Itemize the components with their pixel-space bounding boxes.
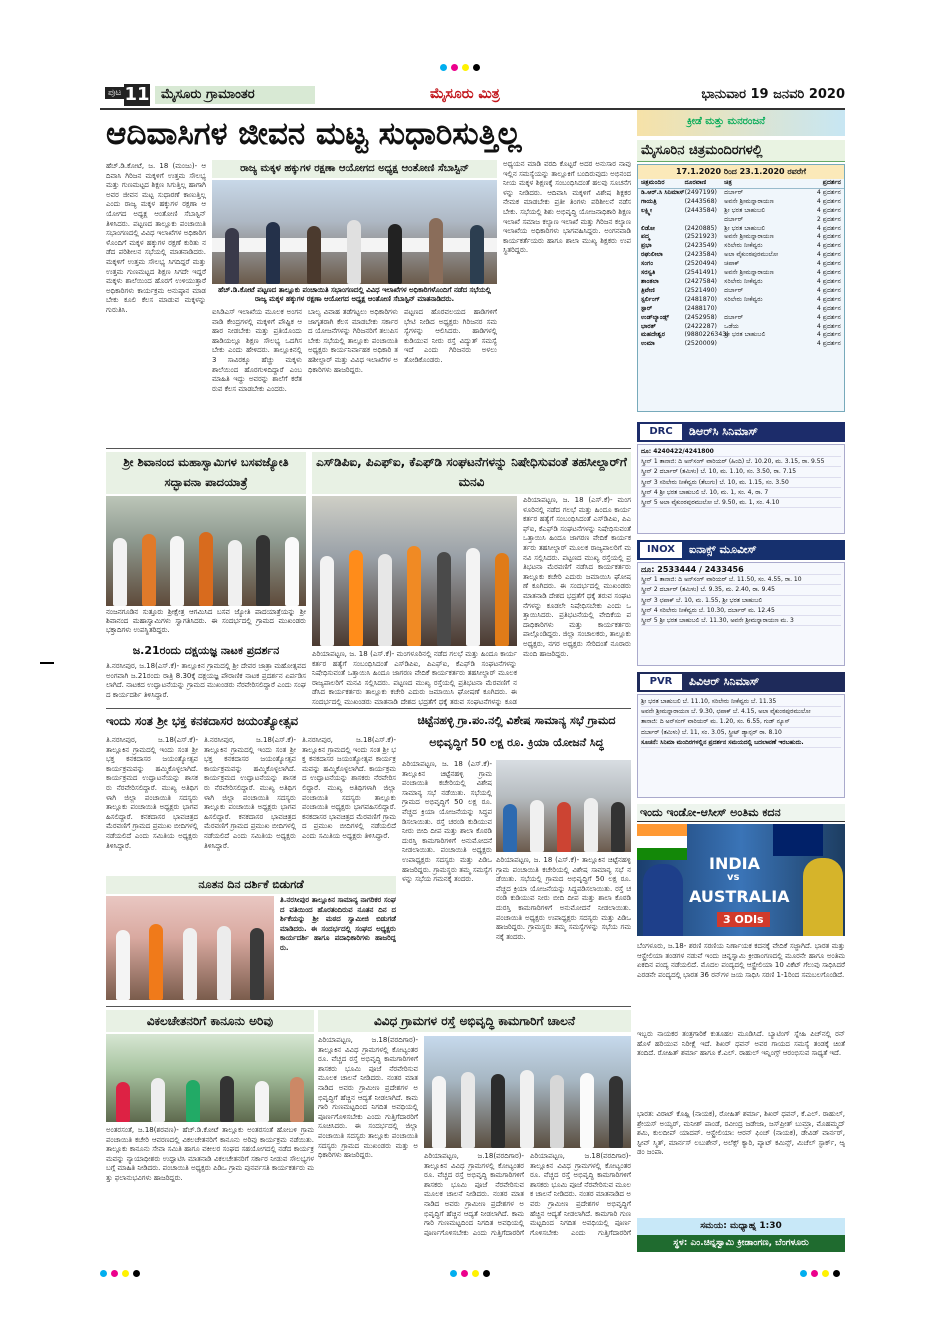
theatre-film: ಅವನೇ ಶ್ರೀಮನ್ನಾರಾಯಣ [724,233,774,241]
kanaka-body-col3: ತಿ.ನರಸೀಪುರ, ಜ.18(ಎಸ್.ಕೆ)- ತಾಲ್ಲೂಕಿನ ಗ್ರಾಮದಲ್ಲಿ ಇಂದು ಸಂತ ಶ್ರೀ ಭಕ್ತ ಕನಕದಾಸರ ಜಯಂತ್ಯೋತ್ಸವ ಕಾರ್ಯಕ್ರಮವನ್ನು ಹಮ್ಮಿಕೊಳ್ಳಲಾಗಿದೆ. ಕಾರ್ಯಕ್ರಮದ ಉದ್ಘಾಟನೆಯನ್ನು ಶಾಸಕರು ನೆರವೇರಿಸಲಿದ್ದಾರೆ. ಮುಖ್ಯ ಅತಿಥಿಗಳಾಗಿ ಜಿಲ್ಲಾ ಪಂಚಾಯಿತಿ ಸದಸ್ಯರು ತಾಲ್ಲೂಕು ಪಂಚಾಯಿತಿ ಅಧ್ಯಕ್ಷರು ಭಾಗವಹಿಸಲಿದ್ದಾರೆ. ಕನಕದಾಸರ ಭಾವಚಿತ್ರದ ಮೆರವಣಿಗೆ ಗ್ರಾಮದ ಪ್ರಮುಖ ಬೀದಿಗಳಲ್ಲಿ ನಡೆಯಲಿದೆ ಎಂದು ಸಮಿತಿಯ ಅಧ್ಯಕ್ಷರು ತಿಳಿಸಿದ್ದಾರೆ. [302,736,396,840]
lead-body-col1: ಹೆಚ್.ಡಿ.ಕೋಟೆ, ಜ. 18 (ಮಂಜು)- ಆದಿವಾಸಿ ಗಿರಿಜನ ಮಕ್ಕಳಿಗೆ ಉತ್ತಮ ಸೌಲಭ್ಯ ಮತ್ತು ಗುಣಮಟ್ಟದ ಶಿಕ್ಷಣ ಸಿಗುತ್ತಿಲ್ಲ ಹಾಗಾಗಿ ಅವರ ಜೀವನ ಮಟ್ಟ ಸುಧಾರಣೆ ಕಾಣುತ್ತಿಲ್ಲ ಎಂದು ರಾಜ್ಯ ಮಕ್ಕಳ ಹಕ್ಕುಗಳ ರಕ್ಷಣಾ ಆಯೋಗದ ಅಧ್ಯಕ್ಷ ಆಂತೋಣಿ ಸೆಬಾಸ್ಟಿನ್ ತಿಳಿಸಿದರು. ಪಟ್ಟಣದ ತಾಲ್ಲೂಕು ಪಂಚಾಯಿತಿ ಸಭಾಂಗಣದಲ್ಲಿ ವಿವಿಧ ಇಲಾಖೆಗಳ ಅಧಿಕಾರಿಗಳೊಂದಿಗೆ ಮಕ್ಕಳ ಹಕ್ಕುಗಳ ರಕ್ಷಣೆ ಕುರಿತು ನಡೆದ ಪರಿಶೀಲನ ಸಭೆಯಲ್ಲಿ ಮಾತನಾಡಿದರು. ಮಕ್ಕಳಿಗೆ ಉತ್ತಮ ಸೌಲಭ್ಯ ಸಿಗದಿದ್ದರೆ ಮತ್ತು ಉತ್ತಮ ಗುಣಮಟ್ಟದ ಶಿಕ್ಷಣ ಸಿಗದೇ ಇದ್ದರೆ ಮಕ್ಕಳು ಶಾಲೆಯಿಂದ ಹೊರಗೆ ಉಳಿಯುತ್ತಾರೆ ಅಧಿಕಾರಿಗಳು ಕಾರ್ಯಕ್ರಮ ಅನುಷ್ಠಾನ ಮಾಡಬೇಕು ಕೂಲಿ ಕೆಲಸ ಮಾಡುವ ಮಕ್ಕಳನ್ನು ಗುರುತಿಸಿ. [106,162,206,314]
theatre-row [638,269,844,278]
theatre-row [638,278,844,287]
sport-banner [637,110,845,136]
swami-photo [106,496,306,606]
cricket-body-2: ಇಬ್ಬರು ನಾಯಕರ ತಂತ್ರಗಾರಿಕೆ ಕುತೂಹಲ ಮೂಡಿಸಿದೆ. ಬ್ಯಾಟಿಂಗ್ ಸ್ನೇಹಿ ಪಿಚ್‌ನಲ್ಲಿ ರನ್ ಹೊಳೆ ಹರಿಯುವ ನಿರೀಕ್ಷೆ ಇದೆ. ಶಿಖರ್ ಧವನ್ ಅವರ ಗಾಯದ ಸಮಸ್ಯೆ ತಂಡಕ್ಕೆ ಚಿಂತೆ ತಂದಿದೆ. ರೋಹಿತ್ ಶರ್ಮಾ ಹಾಗೂ ಕೆ.ಎಲ್. ರಾಹುಲ್ ಇನ್ನಿಂಗ್ಸ್ ಆರಂಭಿಸುವ ಸಾಧ್ಯತೆ ಇದೆ. [637,1030,845,1058]
theatre-phone: (2521923) [684,233,717,241]
drc-screens [637,444,845,534]
theatre-row [638,287,844,296]
lead-photo [212,180,497,284]
drama-body: ತಿ.ನರಸೀಪುರ, ಜ.18(ಎಸ್.ಕೆ)- ತಾಲ್ಲೂಕಿನ ಗ್ರಾಮದಲ್ಲಿ ಶ್ರೀ ದೇವರ ಜಾತ್ರಾ ಮಹೋತ್ಸವದ ಅಂಗವಾಗಿ ಜ.21ರಂದು ರಾತ್ರಿ 8.30ಕ್ಕೆ ದಕ್ಷಯಜ್ಞ ಪೌರಾಣಿಕ ನಾಟಕ ಪ್ರದರ್ಶನ ಏರ್ಪಡಿಸಲಾಗಿದೆ. ನಾಟಕದ ಉದ್ಘಾಟನೆಯನ್ನು ಗ್ರಾಮದ ಮುಖಂಡರು ನೆರವೇರಿಸಲಿದ್ದಾರೆ ಎಂದು ಸಂಘದ ಕಾರ್ಯದರ್ಶಿ ತಿಳಿಸಿದ್ದಾರೆ. [106,662,306,699]
cricket-team-a: INDIA [709,854,760,873]
inox-screen-line: ಸ್ಕ್ರೀನ್ 3 ಛಪಾಕ್ ಬೆ. 10, ಮ. 1.55, ಶ್ರೀ ಭರತ ಬಾಹುಬಲಿ [641,596,841,606]
theatre-name: ಸರಸ್ವತಿ [641,269,656,277]
page-number: 11 [124,84,150,105]
theatre-table [637,164,845,412]
theatre-name: ಪ್ರಭಾ [641,242,652,250]
theatre-shows: 4 ಪ್ರದರ್ಶನ [816,233,841,241]
theatre-row [638,340,844,349]
theatre-film: ಶ್ರೀ ಭರತ ಬಾಹುಬಲಿ [724,331,766,339]
theatre-row [638,189,844,198]
theatre-name: ಸಂಗಂ [641,260,654,268]
theatre-film: ಶ್ರೀ ಭರತ ಬಾಹುಬಲಿ [724,224,766,232]
roads-photo [424,1036,631,1148]
theatre-film: ಒಡೆಯ [724,322,739,330]
theatre-shows: 4 ಪ್ರದರ್ಶನ [816,188,841,196]
theatre-row [638,314,844,323]
swami-caption: ನಂಜನಗೂಡಿನ ಸುತ್ತೂರು ಶ್ರೀಕ್ಷೇತ್ರ ಆಗಮಿಸಿದ ಬಸವ ಜ್ಯೋತಿ ಪಾದಯಾತ್ರೆಯನ್ನು ಶ್ರೀ ಶಿವಾನಂದ ಮಹಾಸ್ವಾಮಿಗಳು ಸ್ವಾಗತಿಸಿದರು. ಈ ಸಂದರ್ಭದಲ್ಲಿ ಗ್ರಾಮದ ಮುಖಂಡರು ಭಕ್ತಾದಿಗಳು ಉಪಸ್ಥಿತರಿದ್ದರು. [106,608,306,634]
date-range: 17.1.2020 ರಿಂದ 23.1.2020 ರವರೆಗೆ [638,165,844,179]
cricket-series-badge: 3 ODIs [717,912,770,927]
player-left-icon [643,864,683,936]
drc-name: ಡಿಆರ್‌ಸಿ ಸಿನಿಮಾಸ್ [689,425,758,438]
pvr-screen-line: ದರ್ಬಾರ್ (ತಮಿಳು) ಬೆ. 11, ಸಂ. 3.05, ಸ್ಟ್ರೀಟ್ ಡ್ಯಾನ್ಸರ್ ರಾ. 8.10 [641,728,841,738]
theatre-film: ಅವನೇ ಶ್ರೀಮನ್ನಾರಾಯಣ [724,197,774,205]
player-right-icon [803,858,843,936]
kanaka-headline: ಇಂದು ಸಂತ ಶ್ರೀ ಭಕ್ತ ಕನಕದಾಸರ ಜಯಂತ್ಯೋತ್ಸವ [106,714,299,728]
theatre-shows: 4 ಪ್ರದರ್ಶನ [816,331,841,339]
crop-mark [40,662,54,664]
theatre-table-header: ಚಿತ್ರಮಂದಿರ ದೂರವಾಣಿ ಚಿತ್ರ ಪ್ರದರ್ಶನ [638,179,844,189]
registration-marks-bottom-right [800,1270,840,1277]
theatre-film: ಅವನೇ ಶ್ರೀಮನ್ನಾರಾಯಣ [724,269,774,277]
match-venue: ಸ್ಥಳ: ಎಂ.ಚಿನ್ನಸ್ವಾಮಿ ಕ್ರೀಡಾಂಗಣ, ಬೆಂಗಳೂರು [637,1235,845,1252]
theatre-phone: (2423584) [684,251,717,259]
pvr-screens [637,694,845,798]
theatre-shows: 2 ಪ್ರದರ್ಶನ [816,215,841,223]
theatre-row [638,198,844,207]
village-headline: ಚಿಟ್ಟೆನಹಳ್ಳಿ ಗ್ರಾ.ಪಂ.ನಲ್ಲಿ ವಿಶೇಷ ಸಾಮಾನ್ಯ ಸಭೆ ಗ್ರಾಮದ ಅಭಿವೃದ್ಧಿಗೆ 50 ಲಕ್ಷ ರೂ. ಕ್ರಿಯಾ ಯೋಜನೆ ಸಿದ್ಧ [417,714,616,749]
theatre-row [638,242,844,251]
lead-body-col2: ಐಸಿಡಿಎಸ್ ಇಲಾಖೆಯ ಮೂಲಕ ಅಂಗನವಾಡಿ ಕೇಂದ್ರಗಳಲ್ಲಿ ಮಕ್ಕಳಿಗೆ ಪೌಷ್ಟಿಕ ಆಹಾರ ನೀಡಬೇಕು ಮತ್ತು ಪ್ರತಿಯೊಂದು ಹಾಡಿಯಲ್ಲೂ ಶಿಕ್ಷಣ ಸೌಲಭ್ಯ ಒದಗಿಸಬೇಕು ಎಂದು ಹೇಳಿದರು. ತಾಲ್ಲೂಕಿನಲ್ಲಿ 3 ಸಾವಿರಕ್ಕೂ ಹೆಚ್ಚು ಮಕ್ಕಳು ಶಾಲೆಯಿಂದ ಹೊರಗುಳಿದಿದ್ದಾರೆ ಎಂಬ ಮಾಹಿತಿ ಇದ್ದು ಅವರನ್ನು ಶಾಲೆಗೆ ಕರೆತರುವ ಕೆಲಸ ಮಾಡಬೇಕು ಎಂದರು. [212,308,302,393]
inox-screen-line: ಸ್ಕ್ರೀನ್ 2 ದರ್ಬಾರ್ (ತಮಿಳು) ಬೆ. 9.35, ಮ. 2.40, ರಾ. 9.45 [641,585,841,595]
pvr-name: ಪಿವಿಆರ್ ಸಿನಿಮಾಸ್ [689,675,760,688]
theatre-phone: (2443568) [684,197,717,205]
disabled-body: ಅಂತರಸಂತೆ, ಜ.18(ಶರವಣ)- ಹೆಚ್.ಡಿ.ಕೋಟೆ ತಾಲ್ಲೂಕು ಅಂತರಸಂತೆ ಹೋಬಳಿ ಗ್ರಾಮ ಪಂಚಾಯಿತಿ ಕಚೇರಿ ಆವರಣದಲ್ಲಿ ವಿಕಲಚೇತನರಿಗೆ ಕಾನೂನು ಅರಿವು ಕಾರ್ಯಕ್ರಮ ನಡೆಯಿತು. ತಾಲ್ಲೂಕು ಕಾನೂನು ಸೇವಾ ಸಮಿತಿ ಹಾಗೂ ವಕೀಲರ ಸಂಘದ ಸಹಯೋಗದಲ್ಲಿ ನಡೆದ ಕಾರ್ಯಕ್ರಮವನ್ನು ನ್ಯಾಯಾಧೀಶರು ಉದ್ಘಾಟಿಸಿ ಮಾತನಾಡಿ ವಿಕಲಚೇತನರಿಗೆ ಸರ್ಕಾರ ನೀಡುವ ಸೌಲಭ್ಯಗಳ ಬಗ್ಗೆ ಮಾಹಿತಿ ನೀಡಿದರು. ಪಂಚಾಯಿತಿ ಅಧ್ಯಕ್ಷರು ಪಿಡಿಒ ಗ್ರಾಮ ಪುನರ್ವಸತಿ ಕಾರ್ಯಕರ್ತರು ಮತ್ತು ಫಲಾನುಭವಿಗಳು ಹಾಜರಿದ್ದರು. [106,1126,314,1182]
theatre-phone: (2520494) [684,260,717,268]
inox-name: ಐನಾಕ್ಸ್ ಮೂವೀಸ್ [689,543,757,556]
theatre-phone [685,216,725,225]
theatre-film: ಸರಿಲೇರು ನೀಕೆವ್ವರು [724,277,763,285]
disabled-photo [106,1034,314,1122]
registration-marks-top [440,64,480,71]
theatre-phone: (2423549) [684,242,717,250]
theatre-shows: 4 ಪ್ರದರ್ಶನ [816,224,841,232]
theatre-name: ಲಕ್ಷ್ಮೀ [641,206,653,214]
inox-logo: INOX [640,542,682,558]
pvr-screen-line: ಶ್ರೀ ಭರತ ಬಾಹುಬಲಿ ಬೆ. 11.10, ಸರಿಲೇರು ನೀಕೆವ್ವರು ಬೆ. 11.35 [641,697,841,707]
drc-screen-line: ಸ್ಕ್ರೀನ್ 2 ದರ್ಬಾರ್ (ತಮಿಳು) ಬೆ. 10, ಮ. 1.10, ಸಂ. 3.50, ರಾ. 7.15 [641,467,841,477]
theatre-name [641,216,685,225]
theatre-shows: 4 ಪ್ರದರ್ಶನ [816,277,841,285]
theatre-film: ದರ್ಬಾರ್ [724,215,744,223]
theatre-shows: 4 ಪ್ರದರ್ಶನ [816,304,841,312]
theatre-shows: 4 ಪ್ರದರ್ಶನ [816,251,841,259]
theatre-shows: 4 ಪ್ರದರ್ಶನ [816,340,841,348]
theatre-heading: ಮೈಸೂರಿನ ಚಿತ್ರಮಂದಿರಗಳಲ್ಲಿ [637,140,845,162]
section-title: ಮೈಸೂರು ಗ್ರಾಮಾಂತರ [155,86,315,104]
theatre-name: ಡಿ.ಆರ್.ಸಿ ಸಿನಿಮಾಸ್ [641,188,685,196]
disabled-headline: ವಿಕಲಚೇತನರಿಗೆ ಕಾನೂನು ಅರಿವು [106,1010,314,1032]
newspaper-page [100,82,845,1262]
theatre-film [724,305,805,314]
theatre-row [638,305,844,314]
registration-marks-bottom-center [450,1270,490,1277]
theatre-phone: (2541491) [684,269,717,277]
australia-flag-icon [773,824,823,856]
theatre-row [638,233,844,242]
cricket-body-3: ಭಾರತ: ವಿರಾಟ್ ಕೊಹ್ಲಿ (ನಾಯಕ), ರೋಹಿತ್ ಶರ್ಮಾ, ಶಿಖರ್ ಧವನ್, ಕೆ.ಎಲ್. ರಾಹುಲ್, ಶ್ರೇಯಸ್ ಅಯ್ಯರ್, ಮನೀಶ್ ಪಾಂಡೆ, ರವೀಂದ್ರ ಜಡೇಜಾ, ಜಸ್‌ಪ್ರೀತ್ ಬುಮ್ರಾ, ಮೊಹಮ್ಮದ್ ಶಮಿ, ಕುಲದೀಪ್ ಯಾದವ್. ಆಸ್ಟ್ರೇಲಿಯಾ: ಆರನ್ ಫಿಂಚ್ (ನಾಯಕ), ಡೇವಿಡ್ ವಾರ್ನರ್, ಸ್ಟೀವ್ ಸ್ಮಿತ್, ಮಾರ್ನಸ್ ಲಬುಶೇನ್, ಅಲೆಕ್ಸ್ ಕ್ಯಾರಿ, ಪ್ಯಾಟ್ ಕಮಿನ್ಸ್, ಮಿಚೆಲ್ ಸ್ಟಾರ್ಕ್, ಆ್ಯಡಂ ಜಂಪಾ. [637,1110,845,1157]
theatre-name: ಲಿಡೋ [641,224,655,232]
inox-header [637,540,845,560]
theatre-shows: 4 ಪ್ರದರ್ಶನ [816,242,841,250]
theatre-row [638,260,844,269]
sport-banner-text: ಕ್ರೀಡೆ ಮತ್ತು ಮನರಂಜನೆ [687,116,766,127]
theatre-shows: 4 ಪ್ರದರ್ಶನ [816,206,841,214]
theatre-phone: (2452958) [684,313,717,321]
theatre-phone: (2422287) [684,322,717,330]
drc-screen-line: ಸ್ಕ್ರೀನ್ 1 ತಾನಾಜಿ: ದಿ ಅನ್‌ಸಂಗ್ ವಾರಿಯರ್ (ಹಿಂದಿ) ಬೆ. 10.20, ಮ. 3.15, ರಾ. 9.55 [641,457,841,467]
theatre-film: ಚಪಾಕ್ [724,260,740,268]
page-header [100,82,845,110]
theatre-phone: (2497199) [684,188,717,196]
sdpi-photo [312,496,517,646]
sdpi-body-col1: ಪಿರಿಯಾಪಟ್ಟಣ, ಜ. 18 (ಎಸ್.ಕೆ)- ಮಂಗಳೂರಿನಲ್ಲಿ ನಡೆದ ಗಲಭೆ ಮತ್ತು ಹಿಂದೂ ಕಾರ್ಯಕರ್ತರ ಹತ್ಯೆಗೆ ಸಂಬಂಧಿಸಿದಂತೆ ಎಸ್‌ಡಿಪಿಐ, ಪಿಎಫ್ಐ, ಕೆಎಫ್‌ಡಿ ಸಂಘಟನೆಗಳನ್ನು ನಿಷೇಧಿಸುವಂತೆ ಒತ್ತಾಯಿಸಿ ಹಿಂದೂ ಜಾಗರಣ ವೇದಿಕೆ ಕಾರ್ಯಕರ್ತರು ತಹಸೀಲ್ದಾರ್ ಮೂಲಕ ರಾಜ್ಯಪಾಲರಿಗೆ ಮನವಿ ಸಲ್ಲಿಸಿದರು. ಪಟ್ಟಣದ ಮುಖ್ಯ ರಸ್ತೆಯಲ್ಲಿ ಪ್ರತಿಭಟನಾ ಮೆರವಣಿಗೆ ನಡೆಸಿದ ಕಾರ್ಯಕರ್ತರು ತಾಲ್ಲೂಕು ಕಚೇರಿ ಎದುರು ಜಮಾಯಿಸಿ ಘೋಷಣೆ ಕೂಗಿದರು. ಈ ಸಂದರ್ಭದಲ್ಲಿ ಮುಖಂಡರು ಮಾತನಾಡಿ ದೇಶದ ಭದ್ರತೆಗೆ ಧಕ್ಕೆ ತರುವ ಸಂಘಟನೆಗಳನ್ನು ಕೂಡ [312,650,517,706]
pvr-logo: PVR [640,674,682,690]
inox-phone: ದೂ: 2533444 / 2433456 [641,565,841,575]
inox-screen-line: ಸ್ಕ್ರೀನ್ 1 ತಾನಾಜಿ: ದಿ ಅನ್‌ಸಂಗ್ ವಾರಿಯರ್ ಬೆ. 11.50, ಸಂ. 4.55, ರಾ. 10 [641,575,841,585]
registration-marks-bottom-left [100,1270,140,1277]
divider [106,708,631,709]
drc-screen-line: ಸ್ಕ್ರೀನ್ 4 ಶ್ರೀ ಭರತ ಬಾಹುಬಲಿ ಬೆ. 10, ಮ. 1, ಸಂ. 4, ರಾ. 7 [641,488,841,498]
theatre-name: ಗಾಯತ್ರಿ [641,197,657,205]
theatre-film: ದರ್ಬಾರ್ [724,313,744,321]
theatre-shows: 4 ಪ್ರದರ್ಶನ [816,322,841,330]
drc-screen-line: ಸ್ಕ್ರೀನ್ 5 ಅಲಾ ವೈಕುಂಠಪುರಮುಲೋ ಬೆ. 9.50, ಮ. 1, ಸಂ. 4.10 [641,498,841,508]
cricket-body-1: ಬೆಂಗಳೂರು, ಜ.18- ಶರಣಿ ಸರಣಿಯ ನಿರ್ಣಾಯಕ ಕದನಕ್ಕೆ ವೇದಿಕೆ ಸಜ್ಜಾಗಿದೆ. ಭಾರತ ಮತ್ತು ಆಸ್ಟ್ರೇಲಿಯಾ ತಂಡಗಳ ನಡುವೆ ಇಂದು ಚಿನ್ನಸ್ವಾಮಿ ಕ್ರೀಡಾಂಗಣದಲ್ಲಿ ಮೂರನೇ ಹಾಗೂ ಅಂತಿಮ ಏಕದಿನ ಪಂದ್ಯ ನಡೆಯಲಿದೆ. ಮೊದಲ ಪಂದ್ಯದಲ್ಲಿ ಆಸ್ಟ್ರೇಲಿಯಾ 10 ವಿಕೆಟ್ ಗೆಲುವು ಸಾಧಿಸಿದರೆ ಎರಡನೇ ಪಂದ್ಯದಲ್ಲಿ ಭಾರತ 36 ರನ್‌ಗಳ ಜಯ ಸಾಧಿಸಿ ಸರಣಿ 1-1ರಿಂದ ಸಮಬಲಗೊಂಡಿದೆ. [637,942,845,979]
inox-screens [637,562,845,666]
theatre-name: ಉಮಾ [641,340,655,348]
roads-body-col3: ಪಿರಿಯಾಪಟ್ಟಣ, ಜ.18(ವರದಿಗಾರ)- ತಾಲ್ಲೂಕಿನ ವಿವಿಧ ಗ್ರಾಮಗಳಲ್ಲಿ ಕೋಟ್ಯಂತರ ರೂ. ವೆಚ್ಚದ ರಸ್ತೆ ಅಭಿವೃದ್ಧಿ ಕಾಮಗಾರಿಗಳಿಗೆ ಶಾಸಕರು ಭೂಮಿ ಪೂಜೆ ನೆರವೇರಿಸುವ ಮೂಲಕ ಚಾಲನೆ ನೀಡಿದರು. ನಂತರ ಮಾತನಾಡಿದ ಅವರು ಗ್ರಾಮೀಣ ಪ್ರದೇಶಗಳ ಅಭಿವೃದ್ಧಿಗೆ ಹೆಚ್ಚಿನ ಆದ್ಯತೆ ನೀಡಲಾಗಿದೆ. ಕಾಮಗಾರಿ ಗುಣಮಟ್ಟದಿಂದ ನಿಗದಿತ ಅವಧಿಯಲ್ಲಿ ಪೂರ್ಣಗೊಳಿಸಬೇಕು ಎಂದು ಗುತ್ತಿಗೆದಾರರಿಗೆ [530,1152,631,1237]
theatre-row [638,323,844,332]
theatre-name: ರಘುಲೀಲಾ [641,251,663,259]
theatre-name: ಭಾರತ್ [641,322,656,330]
match-time: ಸಮಯ: ಮಧ್ಯಾಹ್ನ 1:30 [700,1221,782,1231]
drc-screen-line: ಸ್ಕ್ರೀನ್ 3 ಸರಿಲೇರು ನೀಕೆವ್ವರು (ತೆಲುಗು) ಬೆ. 10, ಮ. 1.15, ಸಂ. 3.50 [641,478,841,488]
theatre-row [638,331,844,340]
inox-screen-line: ಸ್ಕ್ರೀನ್ 5 ಶ್ರೀ ಭರತ ಬಾಹುಬಲಿ ಬೆ. 11.30, ಅವನೇ ಶ್ರೀಮನ್ನಾರಾಯಣ ಮ. 3 [641,616,841,626]
theatre-name: ತ್ರಿವೇಣಿ [641,286,655,294]
theatre-film: ಅಲಾ ವೈಕುಂಠಪುರಮುಲೋ [724,251,779,259]
cricket-vs: vs [727,872,740,883]
theatre-phone: (2520009) [684,340,717,348]
roads-body-col1: ಪಿರಿಯಾಪಟ್ಟಣ, ಜ.18(ವರದಿಗಾರ)- ತಾಲ್ಲೂಕಿನ ವಿವಿಧ ಗ್ರಾಮಗಳಲ್ಲಿ ಕೋಟ್ಯಂತರ ರೂ. ವೆಚ್ಚದ ರಸ್ತೆ ಅಭಿವೃದ್ಧಿ ಕಾಮಗಾರಿಗಳಿಗೆ ಶಾಸಕರು ಭೂಮಿ ಪೂಜೆ ನೆರವೇರಿಸುವ ಮೂಲಕ ಚಾಲನೆ ನೀಡಿದರು. ನಂತರ ಮಾತನಾಡಿದ ಅವರು ಗ್ರಾಮೀಣ ಪ್ರದೇಶಗಳ ಅಭಿವೃದ್ಧಿಗೆ ಹೆಚ್ಚಿನ ಆದ್ಯತೆ ನೀಡಲಾಗಿದೆ. ಕಾಮಗಾರಿ ಗುಣಮಟ್ಟದಿಂದ ನಿಗದಿತ ಅವಧಿಯಲ್ಲಿ ಪೂರ್ಣಗೊಳಿಸಬೇಕು ಎಂದು ಗುತ್ತಿಗೆದಾರರಿಗೆ ಸೂಚಿಸಿದರು. ಈ ಸಂದರ್ಭದಲ್ಲಿ ಜಿಲ್ಲಾ ಪಂಚಾಯಿತಿ ಸದಸ್ಯರು ತಾಲ್ಲೂಕು ಪಂಚಾಯಿತಿ ಸದಸ್ಯರು ಗ್ರಾಮದ ಮುಖಂಡರು ಮತ್ತು ಅಧಿಕಾರಿಗಳು ಹಾಜರಿದ್ದರು. [318,1036,418,1160]
pvr-note: ಸೂಚನೆ: ಸಿನಿಮಾ ಮಂದಿರಗಳಲ್ಲಿನ ಪ್ರದರ್ಶನ ಸಮಯದಲ್ಲಿ ಬದಲಾವಣೆ ಇರಬಹುದು. [641,738,841,748]
calendar-headline: ನೂತನ ದಿನ ದರ್ಶಿಕೆ ಬಿಡುಗಡೆ [106,876,396,894]
theatre-row [638,216,844,225]
drc-logo: DRC [640,424,682,440]
theatre-film: ದರ್ಬಾರ್ [724,188,744,196]
theatre-shows: 4 ಪ್ರದರ್ಶನ [816,286,841,294]
divider [106,448,631,449]
cricket-photo [637,824,845,936]
issue-date: ಭಾನುವಾರ 19 ಜನವರಿ 2020 [701,87,845,102]
lead-photo-caption: ಹೆಚ್.ಡಿ.ಕೋಟೆ ಪಟ್ಟಣದ ತಾಲ್ಲೂಕು ಪಂಚಾಯಿತಿ ಸಭಾಂಗಣದಲ್ಲಿ ವಿವಿಧ ಇಲಾಖೆಗಳ ಅಧಿಕಾರಿಗಳೊಂದಿಗೆ ನಡೆದ ಸಭೆಯಲ್ಲಿ ರಾಜ್ಯ ಮಕ್ಕಳ ಹಕ್ಕುಗಳ ರಕ್ಷಣಾ ಆಯೋಗದ ಅಧ್ಯಕ್ಷ ಆಂತೋಣಿ ಸೆಬಾಸ್ಟಿನ್ ಮಾತನಾಡಿದರು. [218,286,491,303]
village-photo [496,760,631,852]
cricket-headline: ಇಂದು ಇಂಡೋ-ಆಸೀಸ್ ಅಂತಿಮ ಕದನ [637,804,845,822]
theatre-film: ಸರಿಲೇರು ನೀಕೆವ್ವರು [724,295,763,303]
theatre-film: ಸರಿಲೇರು ನೀಕೆವ್ವರು [724,242,763,250]
theatre-film: ಶ್ರೀ ಭರತ ಬಾಹುಬಲಿ [724,206,766,214]
drama-headline: ಜ.21ರಂದು ದಕ್ಷಯಜ್ಞ ನಾಟಕ ಪ್ರದರ್ಶನ [132,644,280,657]
kanaka-body-col2: ತಿ.ನರಸೀಪುರ, ಜ.18(ಎಸ್.ಕೆ)- ತಾಲ್ಲೂಕಿನ ಗ್ರಾಮದಲ್ಲಿ ಇಂದು ಸಂತ ಶ್ರೀ ಭಕ್ತ ಕನಕದಾಸರ ಜಯಂತ್ಯೋತ್ಸವ ಕಾರ್ಯಕ್ರಮವನ್ನು ಹಮ್ಮಿಕೊಳ್ಳಲಾಗಿದೆ. ಕಾರ್ಯಕ್ರಮದ ಉದ್ಘಾಟನೆಯನ್ನು ಶಾಸಕರು ನೆರವೇರಿಸಲಿದ್ದಾರೆ. ಮುಖ್ಯ ಅತಿಥಿಗಳಾಗಿ ಜಿಲ್ಲಾ ಪಂಚಾಯಿತಿ ಸದಸ್ಯರು ತಾಲ್ಲೂಕು ಪಂಚಾಯಿತಿ ಅಧ್ಯಕ್ಷರು ಭಾಗವಹಿಸಲಿದ್ದಾರೆ. ಕನಕದಾಸರ ಭಾವಚಿತ್ರದ ಮೆರವಣಿಗೆ ಗ್ರಾಮದ ಪ್ರಮುಖ ಬೀದಿಗಳಲ್ಲಿ ನಡೆಯಲಿದೆ ಎಂದು ಸಮಿತಿಯ ಅಧ್ಯಕ್ಷರು ತಿಳಿಸಿದ್ದಾರೆ. [204,736,296,850]
pvr-header [637,672,845,692]
theatre-phone: (2443584) [684,206,717,214]
theatre-phone: (9880226343) [684,331,729,339]
theatre-name: ಪದ್ಮ [641,233,650,241]
theatre-film: ದರ್ಬಾರ್ [724,286,744,294]
theatre-row [638,225,844,234]
theatre-name: ಉಡ್‌ಲ್ಯಾಂಡ್ಸ್ [641,313,670,321]
theatre-phone: (2481870) [684,295,717,303]
pvr-screen-line: ಅವನೇ ಶ್ರೀಮನ್ನಾರಾಯಣ ಬೆ. 9.30, ಛಪಾಕ್ ಬೆ. 4.15, ಅಲಾ ವೈಕುಂಠಪುರಮುಲೋ [641,707,841,717]
theatre-phone: (2488170) [684,304,717,312]
calendar-body: ತಿ.ನರಸೀಪುರ ತಾಲ್ಲೂಕಿನ ಸಾಮಾನ್ಯ ನಾಗರಿಕರ ಸಂಘದ ವತಿಯಿಂದ ಹೊರತಂದಿರುವ ನೂತನ ದಿನ ದರ್ಶಿಕೆಯನ್ನು ಶ್ರೀ ಮಠದ ಸ್ವಾಮೀಜಿ ಬಿಡುಗಡೆ ಮಾಡಿದರು. ಈ ಸಂದರ್ಭದಲ್ಲಿ ಸಂಘದ ಅಧ್ಯಕ್ಷರು ಕಾರ್ಯದರ್ಶಿ ಹಾಗೂ ಪದಾಧಿಕಾರಿಗಳು ಹಾಜರಿದ್ದರು. [280,896,396,952]
divider [106,1006,631,1007]
village-body-col1: ಪಿರಿಯಾಪಟ್ಟಣ, ಜ. 18 (ಎಸ್.ಕೆ)- ತಾಲ್ಲೂಕಿನ ಚಿಟ್ಟೆನಹಳ್ಳಿ ಗ್ರಾಮ ಪಂಚಾಯಿತಿ ಕಚೇರಿಯಲ್ಲಿ ವಿಶೇಷ ಸಾಮಾನ್ಯ ಸಭೆ ನಡೆಯಿತು. ಸಭೆಯಲ್ಲಿ ಗ್ರಾಮದ ಅಭಿವೃದ್ಧಿಗೆ 50 ಲಕ್ಷ ರೂ. ವೆಚ್ಚದ ಕ್ರಿಯಾ ಯೋಜನೆಯನ್ನು ಸಿದ್ಧಪಡಿಸಲಾಯಿತು. ರಸ್ತೆ ಚರಂಡಿ ಕುಡಿಯುವ ನೀರು ಬೀದಿ ದೀಪ ಮತ್ತು ಶಾಲಾ ಕೊಠಡಿ ದುರಸ್ತಿ ಕಾಮಗಾರಿಗಳಿಗೆ ಅನುಮೋದನೆ ನೀಡಲಾಯಿತು. ಪಂಚಾಯಿತಿ ಅಧ್ಯಕ್ಷರು ಉಪಾಧ್ಯಕ್ಷರು ಸದಸ್ಯರು ಮತ್ತು ಪಿಡಿಒ ಹಾಜರಿದ್ದರು. ಗ್ರಾಮಸ್ಥರು ತಮ್ಮ ಸಮಸ್ಯೆಗಳನ್ನು ಸಭೆಯ ಗಮನಕ್ಕೆ ತಂದರು. [402,760,492,884]
lead-body-col4: ಪಟ್ಟಣದ ಹೊರವಲಯದ ಹಾಡಿಗಳಿಗೆ ಭೇಟಿ ನೀಡಿದ ಅಧ್ಯಕ್ಷರು ಗಿರಿಜನರ ಸಮಸ್ಯೆಗಳನ್ನು ಆಲಿಸಿದರು. ಹಾಡಿಗಳಲ್ಲಿ ಕುಡಿಯುವ ನೀರು ರಸ್ತೆ ವಿದ್ಯುತ್ ಸಮಸ್ಯೆ ಇದೆ ಎಂದು ಗಿರಿಜನರು ಅಳಲು ತೋಡಿಕೊಂಡರು. [404,308,497,364]
calendar-photo [106,896,274,1000]
theatre-rows [638,189,844,349]
pvr-screen-line: ತಾನಾಜಿ: ದಿ ಅನ್‌ಸಂಗ್ ವಾರಿಯರ್ ಮ. 1.20, ಸಂ. 6.55, ಗುಡ್ ನ್ಯೂಸ್ [641,717,841,727]
drc-phone: ದೂ: 4240422/4241800 [641,447,841,457]
theatre-name: ಮಹದೇಶ್ವರ [641,331,665,339]
theatre-shows: 4 ಪ್ರದರ್ಶನ [816,197,841,205]
sdpi-headline: ಎಸ್‌ಡಿಪಿಐ, ಪಿಎಫ್ಐ, ಕೆಎಫ್‌ಡಿ ಸಂಘಟನೆಗಳನ್ನು ನಿಷೇಧಿಸುವಂತೆ ತಹಸೀಲ್ದಾರ್‌ಗೆ ಮನವಿ [312,452,631,494]
theatre-name: ಸ್ಟರ್ಲಿಂಗ್ [641,295,660,303]
inox-screen-line: ಸ್ಕ್ರೀನ್ 4 ಸರಿಲೇರು ನೀಕೆವ್ವರು ಬೆ. 10.30, ದರ್ಬಾರ್ ಮ. 12.45 [641,606,841,616]
swami-headline: ಶ್ರೀ ಶಿವಾನಂದ ಮಹಾಸ್ವಾಮಿಗಳ ಬಸವಜ್ಯೋತಿ ಸದ್ಭಾವನಾ ಪಾದಯಾತ್ರೆ [106,452,306,494]
lead-subhead: ರಾಜ್ಯ ಮಕ್ಕಳ ಹಕ್ಕುಗಳ ರಕ್ಷಣಾ ಆಯೋಗದ ಅಧ್ಯಕ್ಷ ಆಂತೋಣಿ ಸೆಬಾಸ್ಟಿನ್ [212,160,497,178]
theatre-shows: 4 ಪ್ರದರ್ಶನ [816,295,841,303]
roads-headline: ವಿವಿಧ ಗ್ರಾಮಗಳ ರಸ್ತೆ ಅಭಿವೃದ್ಧಿ ಕಾಮಗಾರಿಗೆ ಚಾಲನೆ [318,1010,631,1032]
lead-body-col3: ಬಾಲ್ಯ ವಿವಾಹ ತಡೆಗಟ್ಟಲು ಅಧಿಕಾರಿಗಳು ಜಾಗೃತರಾಗಿ ಕೆಲಸ ಮಾಡಬೇಕು ಸರ್ಕಾರದ ಯೋಜನೆಗಳನ್ನು ಗಿರಿಜನರಿಗೆ ತಲುಪಿಸಬೇಕು ಸಭೆಯಲ್ಲಿ ತಾಲ್ಲೂಕು ಪಂಚಾಯಿತಿ ಅಧ್ಯಕ್ಷರು ಕಾರ್ಯನಿರ್ವಾಹಕ ಅಧಿಕಾರಿ ತಹಶೀಲ್ದಾರ್ ಮತ್ತು ವಿವಿಧ ಇಲಾಖೆಗಳ ಅಧಿಕಾರಿಗಳು ಹಾಜರಿದ್ದರು. [308,308,398,374]
theatre-film [724,340,805,349]
roads-body-col2: ಪಿರಿಯಾಪಟ್ಟಣ, ಜ.18(ವರದಿಗಾರ)- ತಾಲ್ಲೂಕಿನ ವಿವಿಧ ಗ್ರಾಮಗಳಲ್ಲಿ ಕೋಟ್ಯಂತರ ರೂ. ವೆಚ್ಚದ ರಸ್ತೆ ಅಭಿವೃದ್ಧಿ ಕಾಮಗಾರಿಗಳಿಗೆ ಶಾಸಕರು ಭೂಮಿ ಪೂಜೆ ನೆರವೇರಿಸುವ ಮೂಲಕ ಚಾಲನೆ ನೀಡಿದರು. ನಂತರ ಮಾತನಾಡಿದ ಅವರು ಗ್ರಾಮೀಣ ಪ್ರದೇಶಗಳ ಅಭಿವೃದ್ಧಿಗೆ ಹೆಚ್ಚಿನ ಆದ್ಯತೆ ನೀಡಲಾಗಿದೆ. ಕಾಮಗಾರಿ ಗುಣಮಟ್ಟದಿಂದ ನಿಗದಿತ ಅವಧಿಯಲ್ಲಿ ಪೂರ್ಣಗೊಳಿಸಬೇಕು ಎಂದು ಗುತ್ತಿಗೆದಾರರಿಗೆ [424,1152,524,1237]
theatre-name: ಸ್ಟಾರ್ [641,304,653,312]
theatre-name: ಶಾಂತಲಾ [641,277,659,285]
sdpi-body-col2: ಪಿರಿಯಾಪಟ್ಟಣ, ಜ. 18 (ಎಸ್.ಕೆ)- ಮಂಗಳೂರಿನಲ್ಲಿ ನಡೆದ ಗಲಭೆ ಮತ್ತು ಹಿಂದೂ ಕಾರ್ಯಕರ್ತರ ಹತ್ಯೆಗೆ ಸಂಬಂಧಿಸಿದಂತೆ ಎಸ್‌ಡಿಪಿಐ, ಪಿಎಫ್ಐ, ಕೆಎಫ್‌ಡಿ ಸಂಘಟನೆಗಳನ್ನು ನಿಷೇಧಿಸುವಂತೆ ಒತ್ತಾಯಿಸಿ ಹಿಂದೂ ಜಾಗರಣ ವೇದಿಕೆ ಕಾರ್ಯಕರ್ತರು ತಹಸೀಲ್ದಾರ್ ಮೂಲಕ ರಾಜ್ಯಪಾಲರಿಗೆ ಮನವಿ ಸಲ್ಲಿಸಿದರು. ಪಟ್ಟಣದ ಮುಖ್ಯ ರಸ್ತೆಯಲ್ಲಿ ಪ್ರತಿಭಟನಾ ಮೆರವಣಿಗೆ ನಡೆಸಿದ ಕಾರ್ಯಕರ್ತರು ತಾಲ್ಲೂಕು ಕಚೇರಿ ಎದುರು ಜಮಾಯಿಸಿ ಘೋಷಣೆ ಕೂಗಿದರು. ಈ ಸಂದರ್ಭದಲ್ಲಿ ಮುಖಂಡರು ಮಾತನಾಡಿ ದೇಶದ ಭದ್ರತೆಗೆ ಧಕ್ಕೆ ತರುವ ಸಂಘಟನೆಗಳನ್ನು ಕೂಡಲೇ ನಿಷೇಧಿಸಬೇಕು ಎಂದು ಒತ್ತಾಯಿಸಿದರು. ಪ್ರತಿಭಟನೆಯಲ್ಲಿ ವೇದಿಕೆಯ ಪದಾಧಿಕಾರಿಗಳು ಮತ್ತು ಕಾರ್ಯಕರ್ತರು ಪಾಲ್ಗೊಂಡಿದ್ದರು. ಜಿಲ್ಲಾ ಸಂಚಾಲಕರು, ತಾಲ್ಲೂಕು ಅಧ್ಯಕ್ಷರು, ನಗರ ಅಧ್ಯಕ್ಷರು ಸೇರಿದಂತೆ ನೂರಾರು ಮಂದಿ ಹಾಜರಿದ್ದರು. [523,496,631,658]
theatre-row [638,296,844,305]
lead-body-col5: ಅಧ್ಯಯನ ಮಾಡಿ ವರದಿ ಕೊಟ್ಟರೆ ಅದರ ಅನುಸಾರ ನಾವು ಇಲ್ಲಿನ ಸಮಸ್ಯೆಯನ್ನು ತಾಲ್ಲೂಕಿಗೆ ಬಂದಿರುವುದು ಅಭಿನಂದನೀಯ ಮಕ್ಕಳ ಶಿಕ್ಷಣಕ್ಕೆ ಸಂಬಂಧಿಸಿದಂತೆ ಹಲವು ಸೂಚನೆಗಳನ್ನು ನೀಡಿದರು. ಆದಿವಾಸಿ ಮಕ್ಕಳಿಗೆ ವಿಶೇಷ ಶಿಕ್ಷಕರ ನೇಮಕ ಮಾಡಬೇಕು ಪ್ರತೀ ತಿಂಗಳು ಪರಿಶೀಲನೆ ನಡೆಸಬೇಕು. ಸಭೆಯಲ್ಲಿ ಶಿಶು ಅಭಿವೃದ್ಧಿ ಯೋಜನಾಧಿಕಾರಿ ಶಿಕ್ಷಣ ಇಲಾಖೆ ಸಮಾಜ ಕಲ್ಯಾಣ ಇಲಾಖೆ ಮತ್ತು ಗಿರಿಜನ ಕಲ್ಯಾಣ ಇಲಾಖೆಯ ಅಧಿಕಾರಿಗಳು ಭಾಗವಹಿಸಿದ್ದರು. ಅಂಗನವಾಡಿ ಕಾರ್ಯಕರ್ತೆಯರು ಹಾಗೂ ಶಾಲಾ ಮುಖ್ಯ ಶಿಕ್ಷಕರು ಉಪಸ್ಥಿತರಿದ್ದರು. [503,160,631,255]
lead-headline: ಆದಿವಾಸಿಗಳ ಜೀವನ ಮಟ್ಟ ಸುಧಾರಿಸುತ್ತಿಲ್ಲ [106,116,522,152]
match-time-box [637,1218,845,1252]
kanaka-body-col1: ತಿ.ನರಸೀಪುರ, ಜ.18(ಎಸ್.ಕೆ)- ತಾಲ್ಲೂಕಿನ ಗ್ರಾಮದಲ್ಲಿ ಇಂದು ಸಂತ ಶ್ರೀ ಭಕ್ತ ಕನಕದಾಸರ ಜಯಂತ್ಯೋತ್ಸವ ಕಾರ್ಯಕ್ರಮವನ್ನು ಹಮ್ಮಿಕೊಳ್ಳಲಾಗಿದೆ. ಕಾರ್ಯಕ್ರಮದ ಉದ್ಘಾಟನೆಯನ್ನು ಶಾಸಕರು ನೆರವೇರಿಸಲಿದ್ದಾರೆ. ಮುಖ್ಯ ಅತಿಥಿಗಳಾಗಿ ಜಿಲ್ಲಾ ಪಂಚಾಯಿತಿ ಸದಸ್ಯರು ತಾಲ್ಲೂಕು ಪಂಚಾಯಿತಿ ಅಧ್ಯಕ್ಷರು ಭಾಗವಹಿಸಲಿದ್ದಾರೆ. ಕನಕದಾಸರ ಭಾವಚಿತ್ರದ ಮೆರವಣಿಗೆ ಗ್ರಾಮದ ಪ್ರಮುಖ ಬೀದಿಗಳಲ್ಲಿ ನಡೆಯಲಿದೆ ಎಂದು ಸಮಿತಿಯ ಅಧ್ಯಕ್ಷರು ತಿಳಿಸಿದ್ದಾರೆ. [106,736,198,850]
theatre-phone: (2420885) [684,224,717,232]
theatre-shows: 4 ಪ್ರದರ್ಶನ [816,260,841,268]
india-flag-icon [637,824,687,860]
page-label: ಪುಟ [105,87,124,99]
cricket-team-b: AUSTRALIA [689,887,790,906]
theatre-shows: 4 ಪ್ರದರ್ಶನ [816,269,841,277]
theatre-row [638,251,844,260]
theatre-shows: 4 ಪ್ರದರ್ಶನ [816,313,841,321]
theatre-phone: (2427584) [684,277,717,285]
drc-header [637,422,845,442]
village-body-col2: ಪಿರಿಯಾಪಟ್ಟಣ, ಜ. 18 (ಎಸ್.ಕೆ)- ತಾಲ್ಲೂಕಿನ ಚಿಟ್ಟೆನಹಳ್ಳಿ ಗ್ರಾಮ ಪಂಚಾಯಿತಿ ಕಚೇರಿಯಲ್ಲಿ ವಿಶೇಷ ಸಾಮಾನ್ಯ ಸಭೆ ನಡೆಯಿತು. ಸಭೆಯಲ್ಲಿ ಗ್ರಾಮದ ಅಭಿವೃದ್ಧಿಗೆ 50 ಲಕ್ಷ ರೂ. ವೆಚ್ಚದ ಕ್ರಿಯಾ ಯೋಜನೆಯನ್ನು ಸಿದ್ಧಪಡಿಸಲಾಯಿತು. ರಸ್ತೆ ಚರಂಡಿ ಕುಡಿಯುವ ನೀರು ಬೀದಿ ದೀಪ ಮತ್ತು ಶಾಲಾ ಕೊಠಡಿ ದುರಸ್ತಿ ಕಾಮಗಾರಿಗಳಿಗೆ ಅನುಮೋದನೆ ನೀಡಲಾಯಿತು. ಪಂಚಾಯಿತಿ ಅಧ್ಯಕ್ಷರು ಉಪಾಧ್ಯಕ್ಷರು ಸದಸ್ಯರು ಮತ್ತು ಪಿಡಿಒ ಹಾಜರಿದ್ದರು. ಗ್ರಾಮಸ್ಥರು ತಮ್ಮ ಸಮಸ್ಯೆಗಳನ್ನು ಸಭೆಯ ಗಮನಕ್ಕೆ ತಂದರು. [496,856,631,941]
theatre-phone: (2521490) [684,286,717,294]
theatre-row [638,207,844,216]
paper-name: ಮೈಸೂರು ಮಿತ್ರ [430,86,500,102]
